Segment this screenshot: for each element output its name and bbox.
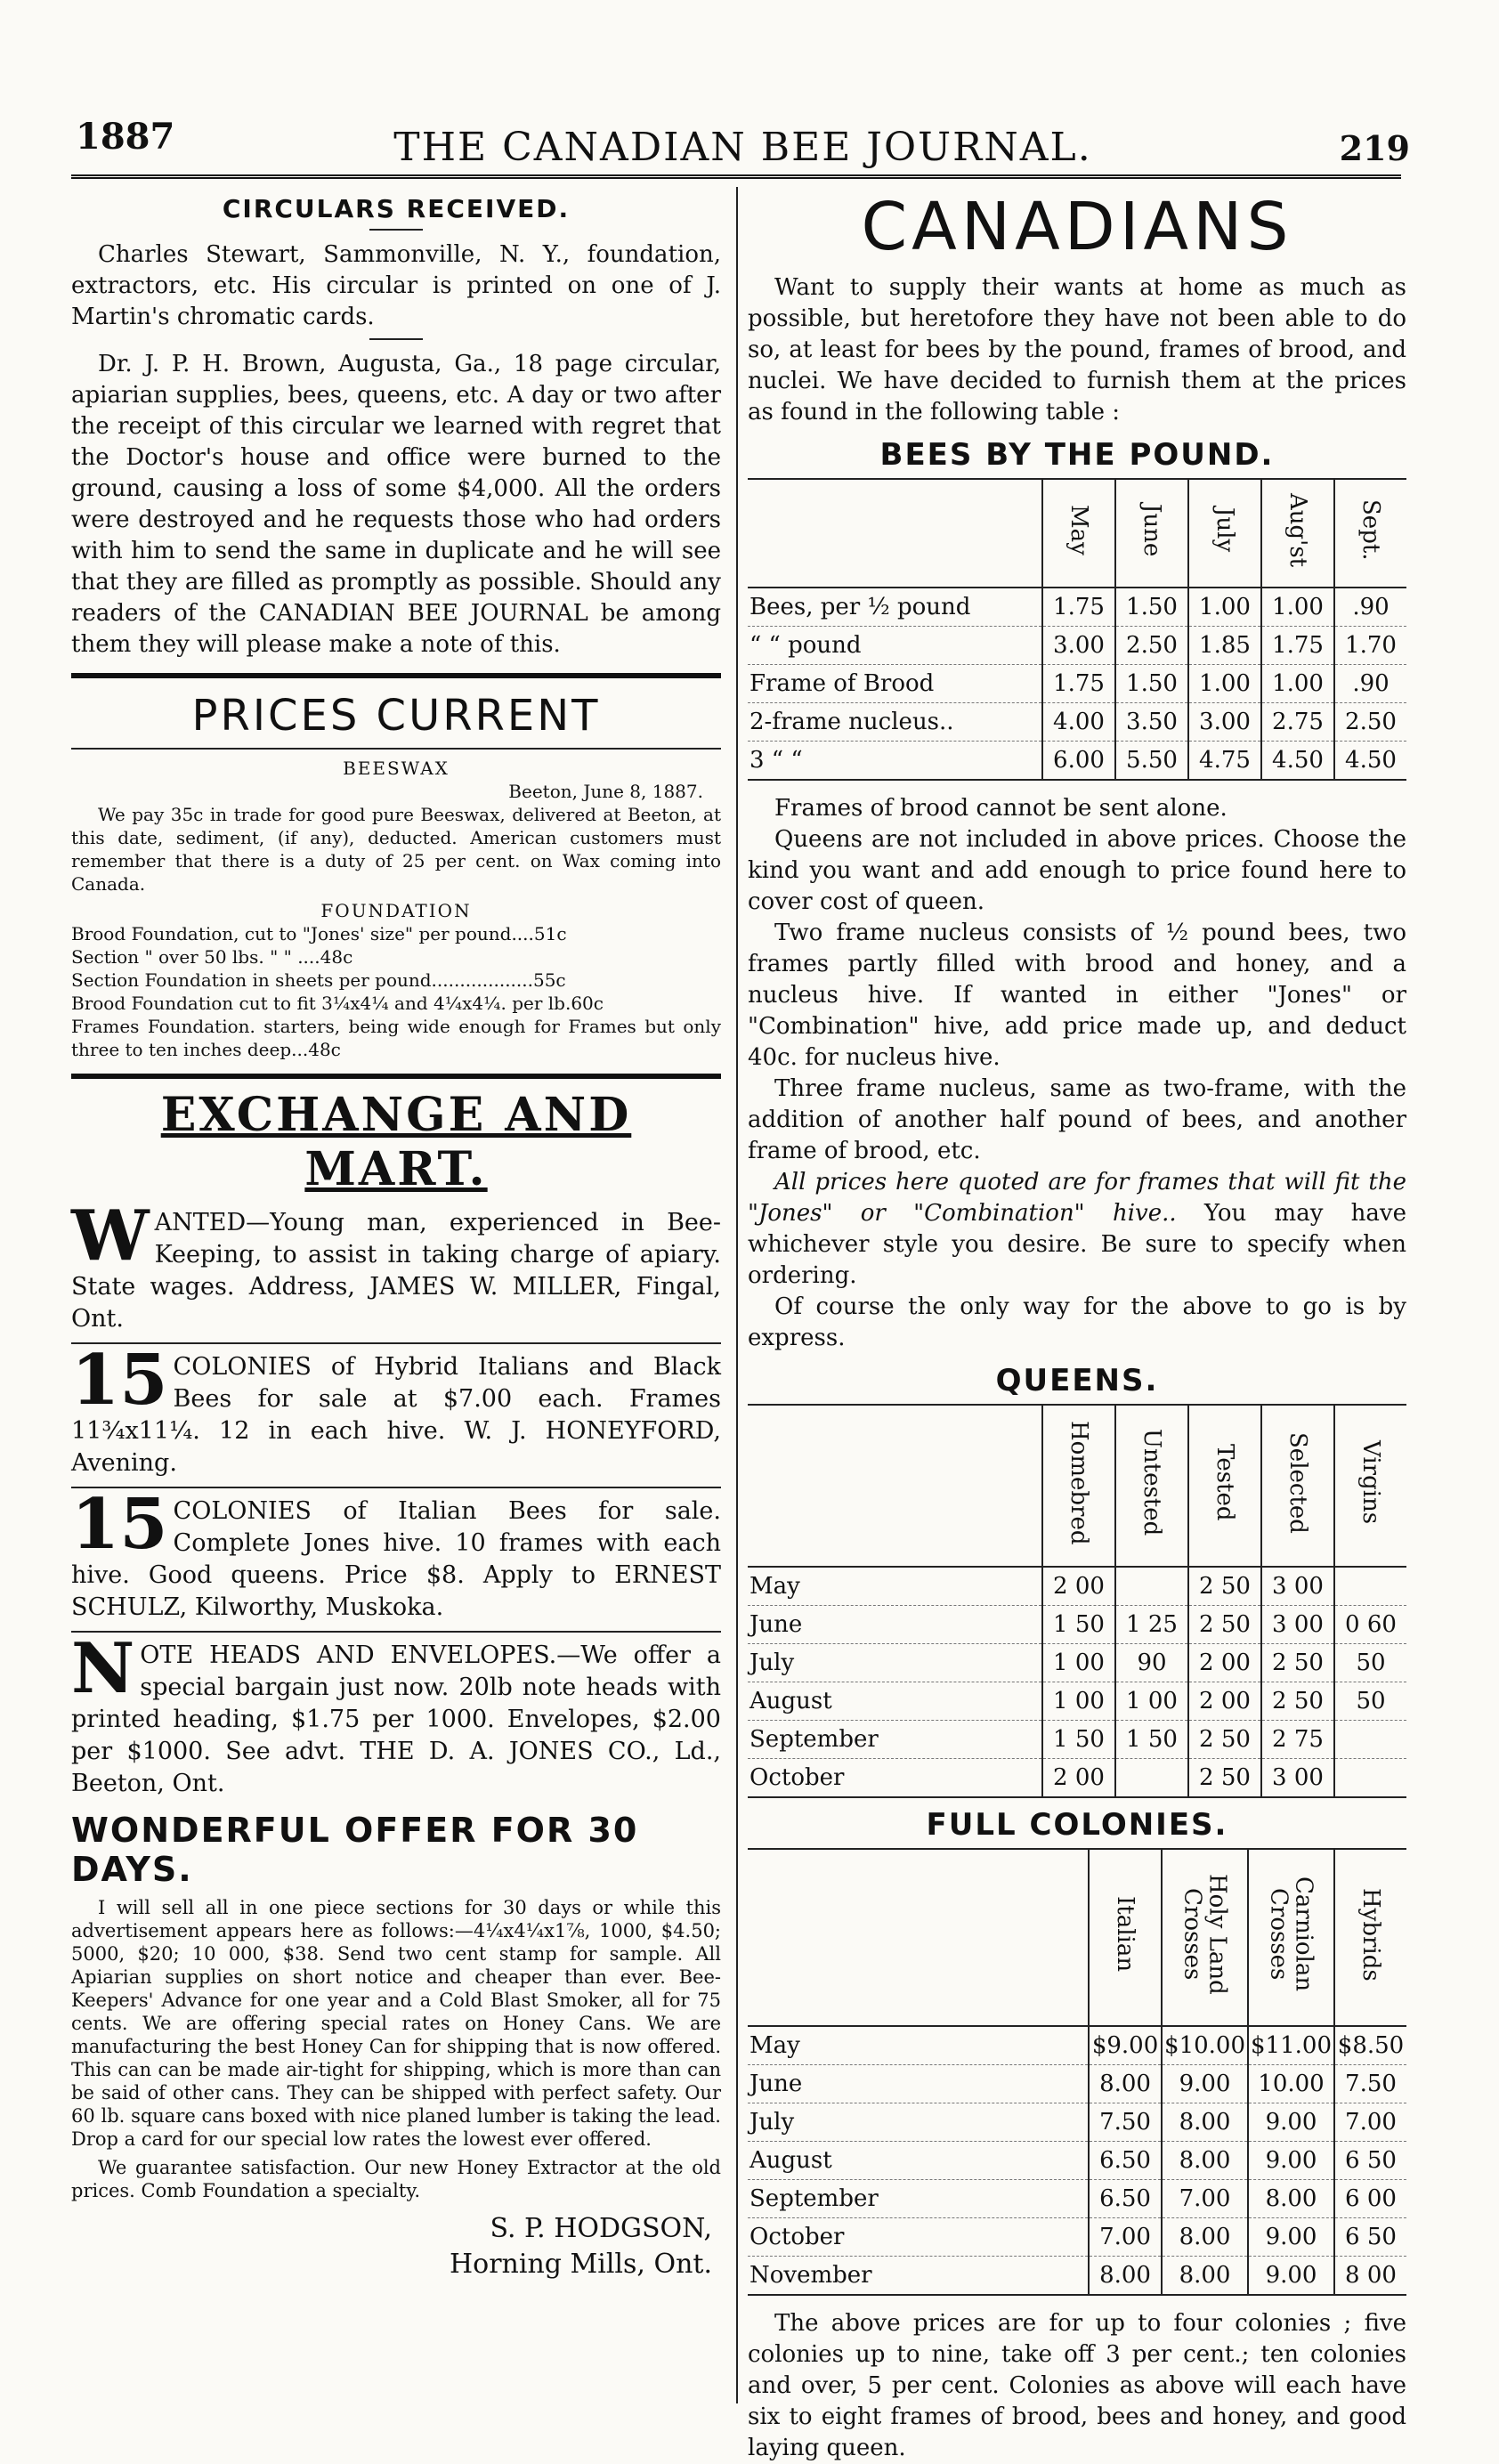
col-header: Homebred (1042, 1405, 1115, 1567)
corner-cell (748, 1405, 1042, 1567)
canadians-heading: CANADIANS (861, 189, 1293, 265)
canadians-intro: Want to supply their wants at home as much as possible, but heretofore they have not been able to do so, at least for bees by the pound, frames of brood, and nuclei. We have decided to furnish them at the prices as found in the following table : (748, 274, 1406, 426)
col-header: Holy Land Crosses (1162, 1849, 1248, 2026)
ad-text: COLONIES of Hybrid Italians and Black Bees for sale at $7.00 each. Frames 11¾x11¼. 12 in each hive. W. J. HONEYFORD, Avening. (71, 1353, 721, 1477)
ad-text: ANTED—Young man, experienced in Bee-Keeping, to assist in taking charge of apiary. State wages. Address, JAMES W. MILLER, Fingal, Ont. (71, 1209, 721, 1333)
bees-table (748, 478, 1406, 781)
foundation-line: Section Foundation in sheets per pound..................55c (71, 969, 566, 991)
ad-text: COLONIES of Italian Bees for sale. Complete Jones hive. 10 frames with each hive. Good queens. Price $8. Apply to ERNEST SCHULZ, Kilworthy, Muskoka. (71, 1497, 721, 1621)
dateline: Beeton, June 8, 1887. (508, 781, 703, 802)
column-divider (736, 187, 738, 2403)
colonies-heading: FULL COLONIES. (926, 1807, 1228, 1843)
header-rule (71, 174, 1401, 182)
wonderful-offer-heading: WONDERFUL OFFER FOR 30 DAYS. (71, 1811, 639, 1889)
table-row: June 1 50 1 25 2 50 3 00 0 60 (748, 1606, 1406, 1644)
section-rule (71, 1074, 721, 1079)
table-row: May 2 00 2 50 3 00 (748, 1567, 1406, 1606)
divider (369, 338, 423, 340)
table-row: July 7.50 8.00 9.00 7.00 (748, 2103, 1406, 2142)
col-header: Aug'st (1261, 479, 1334, 588)
table-row: September 1 50 1 50 2 50 2 75 (748, 1721, 1406, 1759)
section-rule (71, 673, 721, 678)
col-header: July (1188, 479, 1261, 588)
col-header: Carniolan Crosses (1248, 1849, 1334, 2026)
foundation-line: Frames Foundation. starters, being wide enough for Frames but only three to ten inches deep...48c (71, 1016, 721, 1060)
circulars-heading: CIRCULARS RECEIVED. (222, 194, 571, 223)
queens-heading: QUEENS. (995, 1363, 1159, 1398)
left-column (71, 187, 721, 2282)
note-express: Of course the only way for the above to go is by express. (748, 1293, 1406, 1351)
table-row: August 1 00 1 00 2 00 2 50 50 (748, 1682, 1406, 1721)
table-row: September 6.50 7.00 8.00 6 00 (748, 2180, 1406, 2218)
drop-cap: 15 (71, 1484, 168, 1565)
beeswax-heading: BEESWAX (343, 758, 450, 779)
signature-name: S. P. HODGSON, (490, 2213, 712, 2244)
col-header: Untested (1115, 1405, 1188, 1567)
col-header: Hybrids (1334, 1849, 1406, 2026)
note-frames: Frames of brood cannot be sent alone. (774, 795, 1228, 822)
exchange-heading: EXCHANGE AND MART. (160, 1088, 632, 1196)
table-row: “ “ pound 3.00 2.50 1.85 1.75 1.70 (748, 627, 1406, 665)
note-queens: Queens are not included in above prices. Choose the kind you want and add enough to price found here to cover cost of queen. (748, 826, 1406, 915)
ad-honeyford (71, 1340, 721, 1479)
divider (71, 1487, 721, 1488)
foundation-line: Brood Foundation, cut to "Jones' size" per pound....51c (71, 923, 567, 944)
table-row: June 8.00 9.00 10.00 7.50 (748, 2065, 1406, 2103)
note-all-prices (748, 1167, 1406, 1292)
table-row: October 7.00 8.00 9.00 6 50 (748, 2218, 1406, 2257)
col-header: June (1115, 479, 1188, 588)
ad-note-heads (71, 1628, 721, 1800)
ad-schulz (71, 1484, 721, 1624)
ad-text: OTE HEADS AND ENVELOPES.—We offer a special bargain just now. 20lb note heads with printed heading, $1.75 per 1000. Envelopes, $2.00 per $1000. See advt. THE D. A. JONES CO., Ld., Beeton, Ont. (71, 1641, 721, 1797)
foundation-heading: FOUNDATION (320, 900, 472, 921)
italic-text: All prices here quoted are for frames that will fit the "Jones" or "Combination" hive.. (748, 1169, 1406, 1227)
note-text: You may have whichever style you desire. Be sure to specify when ordering. (748, 1200, 1407, 1289)
right-column (748, 187, 1406, 2464)
divider (71, 1631, 721, 1633)
prices-current-heading: PRICES CURRENT (191, 691, 601, 741)
queens-table (748, 1404, 1406, 1798)
signature-place: Horning Mills, Ont. (449, 2249, 712, 2280)
foundation-line: Section " over 50 lbs. " " ....48c (71, 946, 353, 968)
ad-wanted (71, 1196, 721, 1335)
table-row: August 6.50 8.00 9.00 6 50 (748, 2142, 1406, 2180)
table-row: 2-frame nucleus.. 4.00 3.50 3.00 2.75 2.50 (748, 703, 1406, 742)
col-header: Selected (1261, 1405, 1334, 1567)
col-header: May (1042, 479, 1115, 588)
beeswax-text: We pay 35c in trade for good pure Beeswax, delivered at Beeton, at this date, sediment, (if any), deducted. American customers must remember that there is a duty of 25 per cent. on Wax coming into Canada. (71, 804, 721, 895)
divider (71, 1342, 721, 1344)
bees-heading: BEES BY THE POUND. (879, 437, 1275, 473)
foundation-line: Brood Foundation cut to fit 3¼x4¼ and 4¼x4¼. per lb.60c (71, 993, 604, 1014)
table-row: Frame of Brood 1.75 1.50 1.00 1.00 .90 (748, 665, 1406, 703)
year: 1887 (76, 116, 175, 158)
table-row: Bees, per ½ pound 1.75 1.50 1.00 1.00 .90 (748, 588, 1406, 627)
col-header: Virgins (1334, 1405, 1406, 1567)
table-row: November 8.00 8.00 9.00 8 00 (748, 2257, 1406, 2296)
corner-cell (748, 1849, 1089, 2026)
divider (369, 229, 423, 231)
note-two-frame: Two frame nucleus consists of ½ pound bees, two frames partly filled with brood and honey, and a nucleus hive. If wanted in either "Jones" or "Combination" hive, add price made up, and deduct 40c. for nucleus hive. (748, 920, 1406, 1071)
col-header: Italian (1089, 1849, 1162, 2026)
drop-cap: N (71, 1628, 135, 1709)
note-three-frame: Three frame nucleus, same as two-frame, with the addition of another half pound of bees, and another frame of brood, etc. (748, 1075, 1406, 1164)
colonies-table (748, 1848, 1406, 2296)
page-header (76, 116, 1410, 178)
journal-title: THE CANADIAN BEE JOURNAL. (393, 125, 1092, 170)
drop-cap: 15 (71, 1340, 168, 1421)
table-row: May $9.00 $10.00 $11.00 $8.50 (748, 2026, 1406, 2065)
page-number: 219 (1339, 128, 1410, 168)
circular-brown: Dr. J. P. H. Brown, Augusta, Ga., 18 page circular, apiarian supplies, bees, queens, etc. A day or two after the receipt of this circular we learned with regret that the Doctor's house and office were burned to the ground, causing a loss of some $4,000. All the orders were destroyed and he requests those who had orders with him to send the same in duplicate and he will see that they are filled as promptly as possible. Should any readers of the CANADIAN BEE JOURNAL be among them they will please make a note of this. (71, 351, 721, 658)
col-header: Sept. (1334, 479, 1406, 588)
col-header: Tested (1188, 1405, 1261, 1567)
table-row: October 2 00 2 50 3 00 (748, 1759, 1406, 1798)
drop-cap: W (71, 1196, 150, 1277)
wonderful-offer-text-2: We guarantee satisfaction. Our new Honey Extractor at the old prices. Comb Foundation a specialty. (71, 2157, 721, 2201)
circular-stewart: Charles Stewart, Sammonville, N. Y., foundation, extractors, etc. His circular is printed on one of J. Martin's chromatic cards. (71, 241, 721, 330)
divider (71, 748, 721, 750)
wonderful-offer-text: I will sell all in one piece sections for 30 days or while this advertisement appears here as follows:—4¼x4¼x1⅞, 1000, $4.50; 5000, $20; 10 000, $38. Send two cent stamp for sample. All Apiarian supplies on short notice and cheaper than ever. Bee-Keepers' Advance for one year and a Cold Blast Smoker, all for 75 cents. We are offering special rates on Honey Cans. We are manufacturing the best Honey Can for shipping that is now offered. This can can be made air-tight for shipping, which is more than can be said of other cans. They can be shipped with perfect safety. Our 60 lb. square cans boxed with nice planed lumber is taking the lead. Drop a card for our special low rates the lowest ever offered. (71, 1897, 721, 2150)
colonies-footer: The above prices are for up to four colonies ; five colonies up to nine, take off 3 per cent.; ten colonies and over, 5 per cent. Colonies as above will each have six to eight frames of brood, bees and honey, and good laying queen. (748, 2310, 1406, 2461)
table-row: July 1 00 90 2 00 2 50 50 (748, 1644, 1406, 1682)
corner-cell (748, 479, 1042, 588)
table-row: 3 “ “ 6.00 5.50 4.75 4.50 4.50 (748, 742, 1406, 781)
